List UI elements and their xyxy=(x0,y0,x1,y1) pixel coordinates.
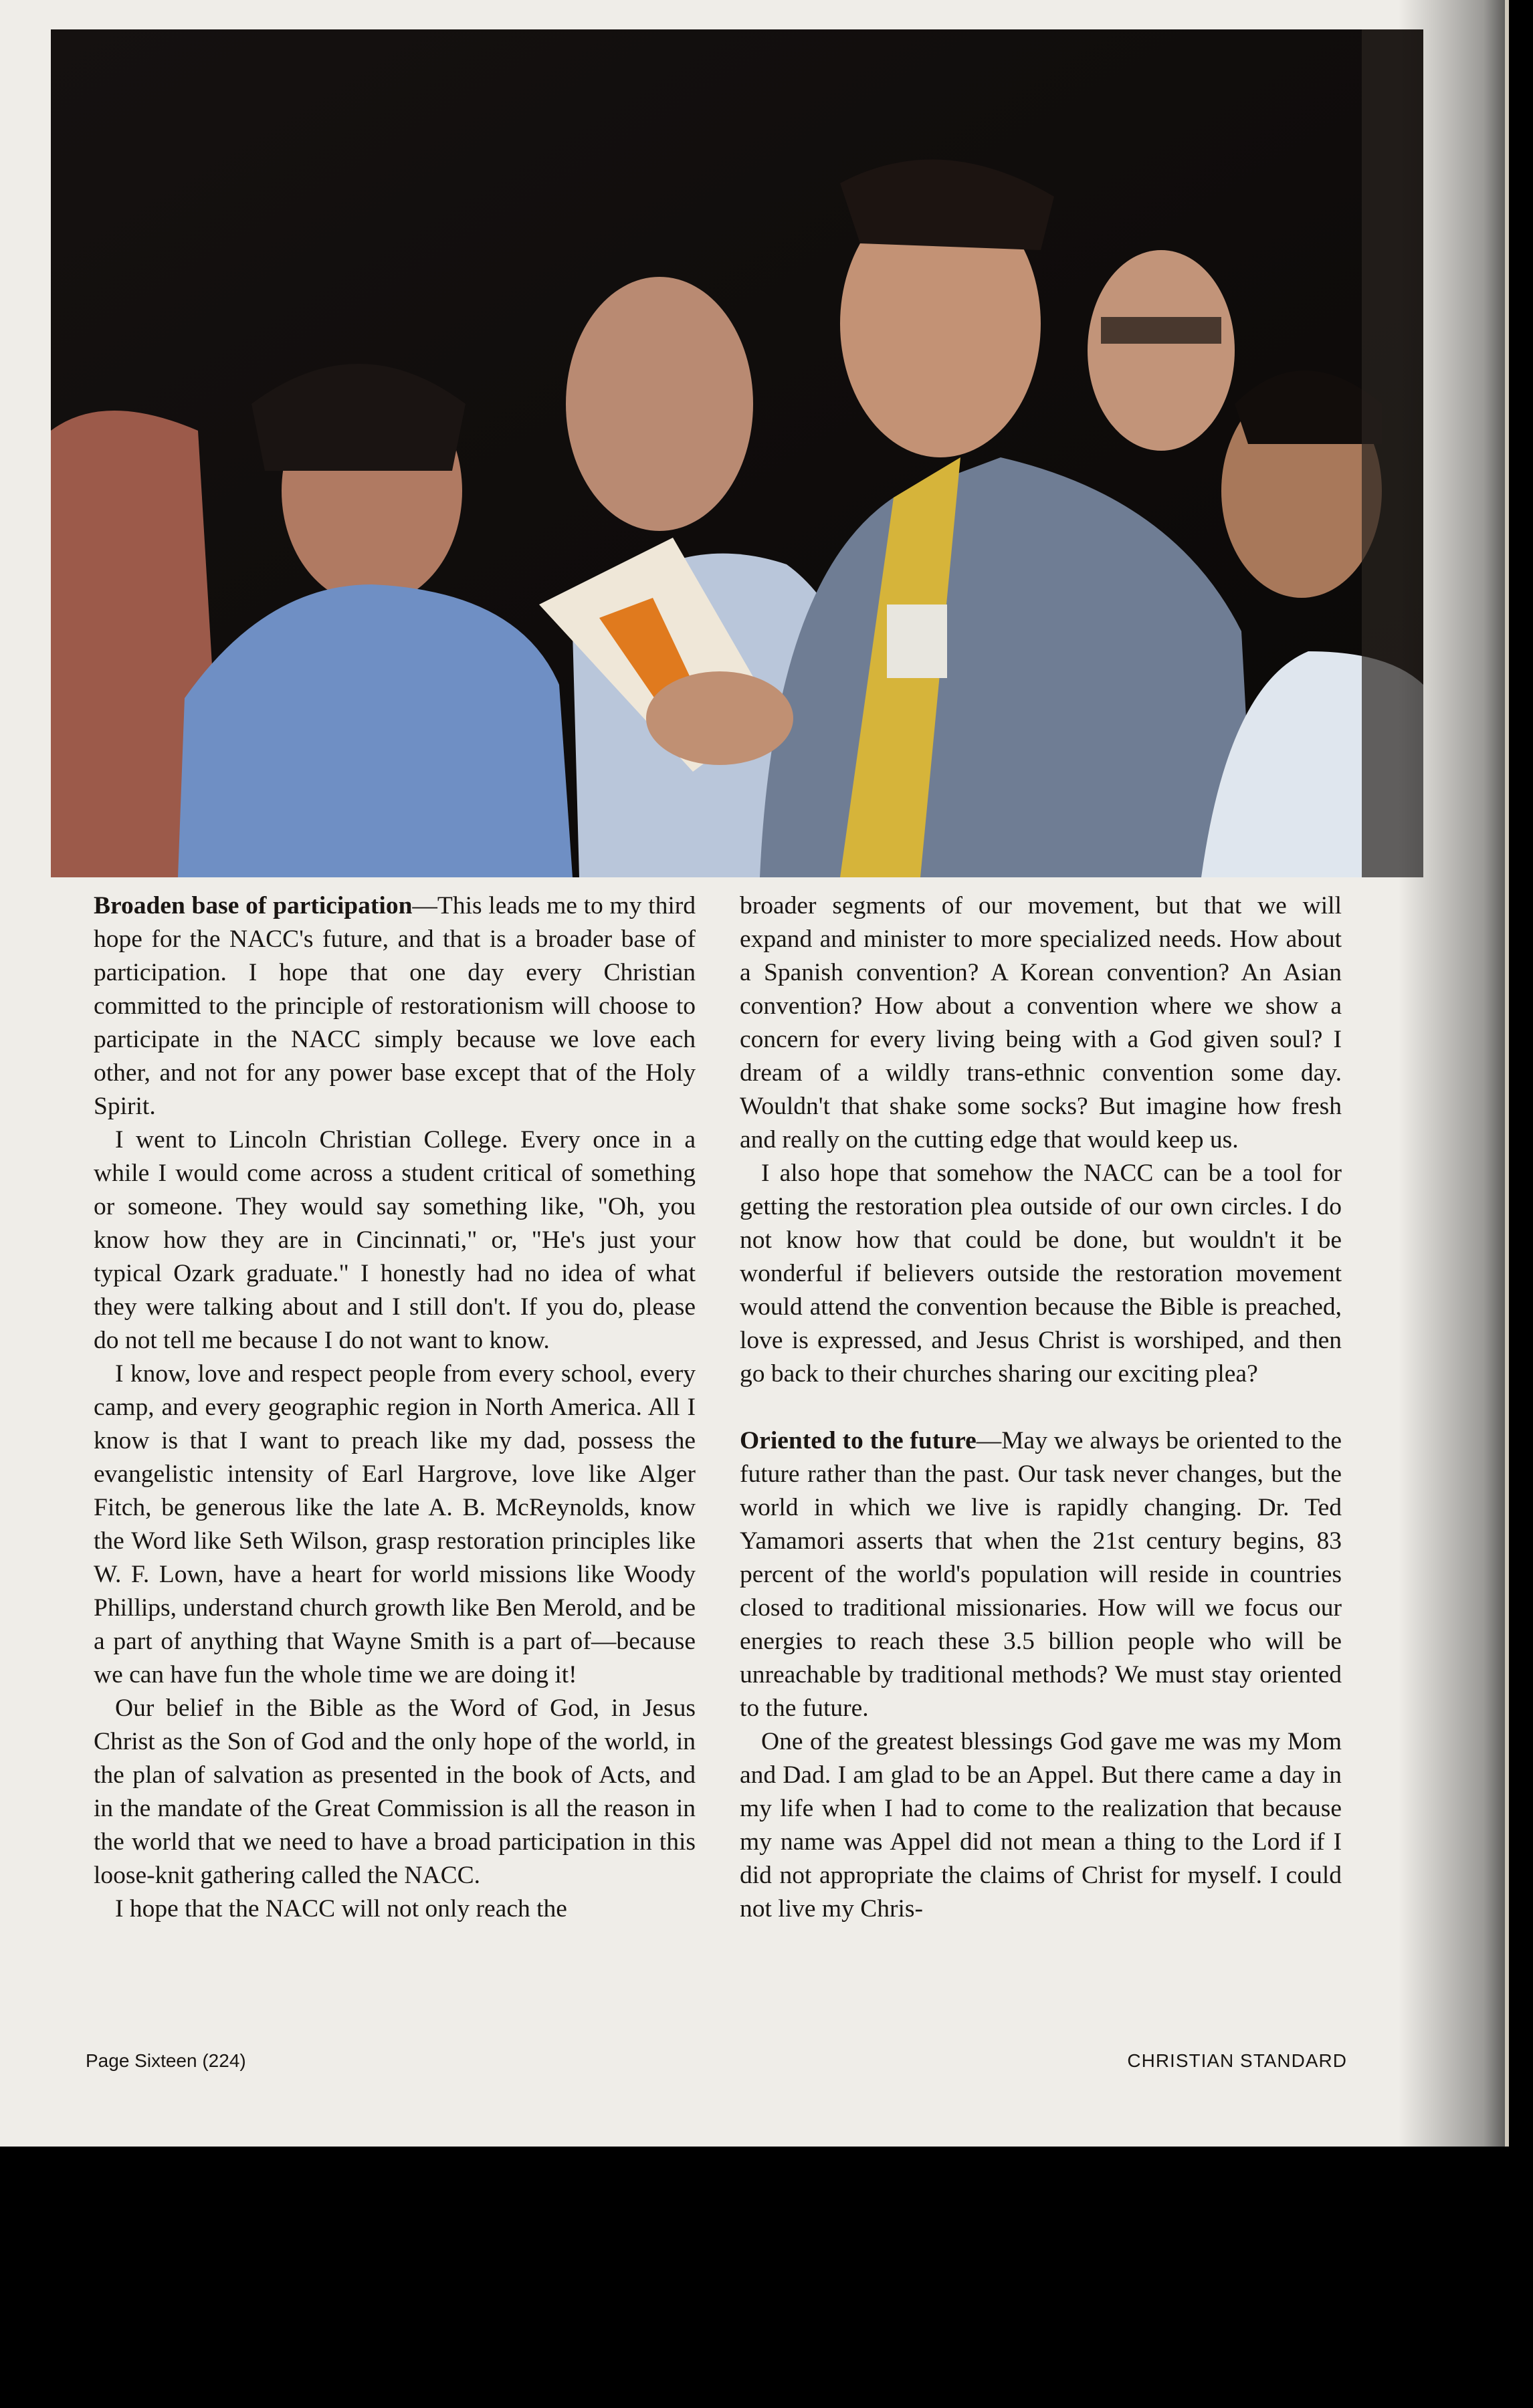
paragraph: I went to Lincoln Christian College. Every once in a while I would come across a student critical of something or someone. They would say something like, "Oh, you know how they are in Cincinnati," or, "He's just your typical Ozark graduate." I honestly had no idea of what they were talking about and I still don't. If you do, please do not tell me because I do not want to know. xyxy=(94,1126,696,1354)
paragraph: broader segments of our movement, but that we will expand and minister to more specialized needs. How about a Spanish convention? A Korean convention? An Asian convention? How about a convention where we show a concern for every living being with a God given soul? I dream of a wildly trans-ethnic convention some day. Wouldn't that shake some socks? But imagine how fresh and really on the cutting edge that would keep us. xyxy=(740,892,1342,1154)
publication-name: CHRISTIAN STANDARD xyxy=(1127,2050,1347,2071)
audience-photo xyxy=(51,29,1423,877)
section-heading: Broaden base of participation xyxy=(94,892,413,919)
paragraph xyxy=(94,889,696,1123)
paragraph: I also hope that somehow the NACC can be a tool for getting the restoration plea outside of our own circles. I do not know how that could be done, but wouldn't it be wonderful if believers outside the restoration movement would attend the convention because the Bible is preached, love is expressed, and Jesus Christ is worshiped, and then go back to their churches sharing our exciting plea? xyxy=(740,1160,1342,1388)
section-heading: Oriented to the future xyxy=(740,1427,977,1454)
paragraph-text: —This leads me to my third hope for the NACC's future, and that is a broader base of participation. I hope that one day every Christian committed to the principle of restorationism will choose to participate in the NACC simply because we love each other, and not for any power base except that of the Holy Spirit. xyxy=(94,892,696,1120)
page-number: Page Sixteen (224) xyxy=(86,2050,246,2071)
left-column xyxy=(94,889,696,1926)
paragraph: I hope that the NACC will not only reach the xyxy=(115,1895,567,1923)
page-spine-shadow xyxy=(1398,0,1505,2147)
photo-illustration xyxy=(51,29,1423,877)
right-column xyxy=(740,889,1342,1926)
paragraph: Our belief in the Bible as the Word of God, in Jesus Christ as the Son of God and the only hope of the world, in the plan of salvation as presented in the book of Acts, and in the mandate of the Great Commission is all the reason in the world that we need to have a broad participation in this loose-knit gathering called the NACC. xyxy=(94,1694,696,1889)
paragraph: One of the greatest blessings God gave me was my Mom and Dad. I am glad to be an Appel. But there came a day in my life when I had to come to the realization that because my name was Appel did not mean a thing to the Lord if I did not appropriate the claims of Christ for myself. I could not live my Chris- xyxy=(740,1728,1342,1923)
paragraph xyxy=(740,1424,1342,1725)
paragraph-text: —May we always be oriented to the future rather than the past. Our task never changes, but the world in which we live is rapidly changing. Dr. Ted Yamamori asserts that when the 21st century begins, 83 percent of the world's population will reside in countries closed to traditional missionaries. How will we focus our energies to reach these 3.5 billion people who will be unreachable by traditional methods? We must stay oriented to the future. xyxy=(740,1427,1342,1722)
paragraph: I know, love and respect people from every school, every camp, and every geographic region in North America. All I know is that I want to preach like my dad, possess the evangelistic intensity of Earl Hargrove, love like Alger Fitch, be generous like the late A. B. McReynolds, know the Word like Seth Wilson, grasp restoration principles like W. F. Lown, have a heart for world missions like Woody Phillips, understand church growth like Ben Merold, and be a part of anything that Wayne Smith is a part of—because we can have fun the whole time we are doing it! xyxy=(94,1360,696,1688)
